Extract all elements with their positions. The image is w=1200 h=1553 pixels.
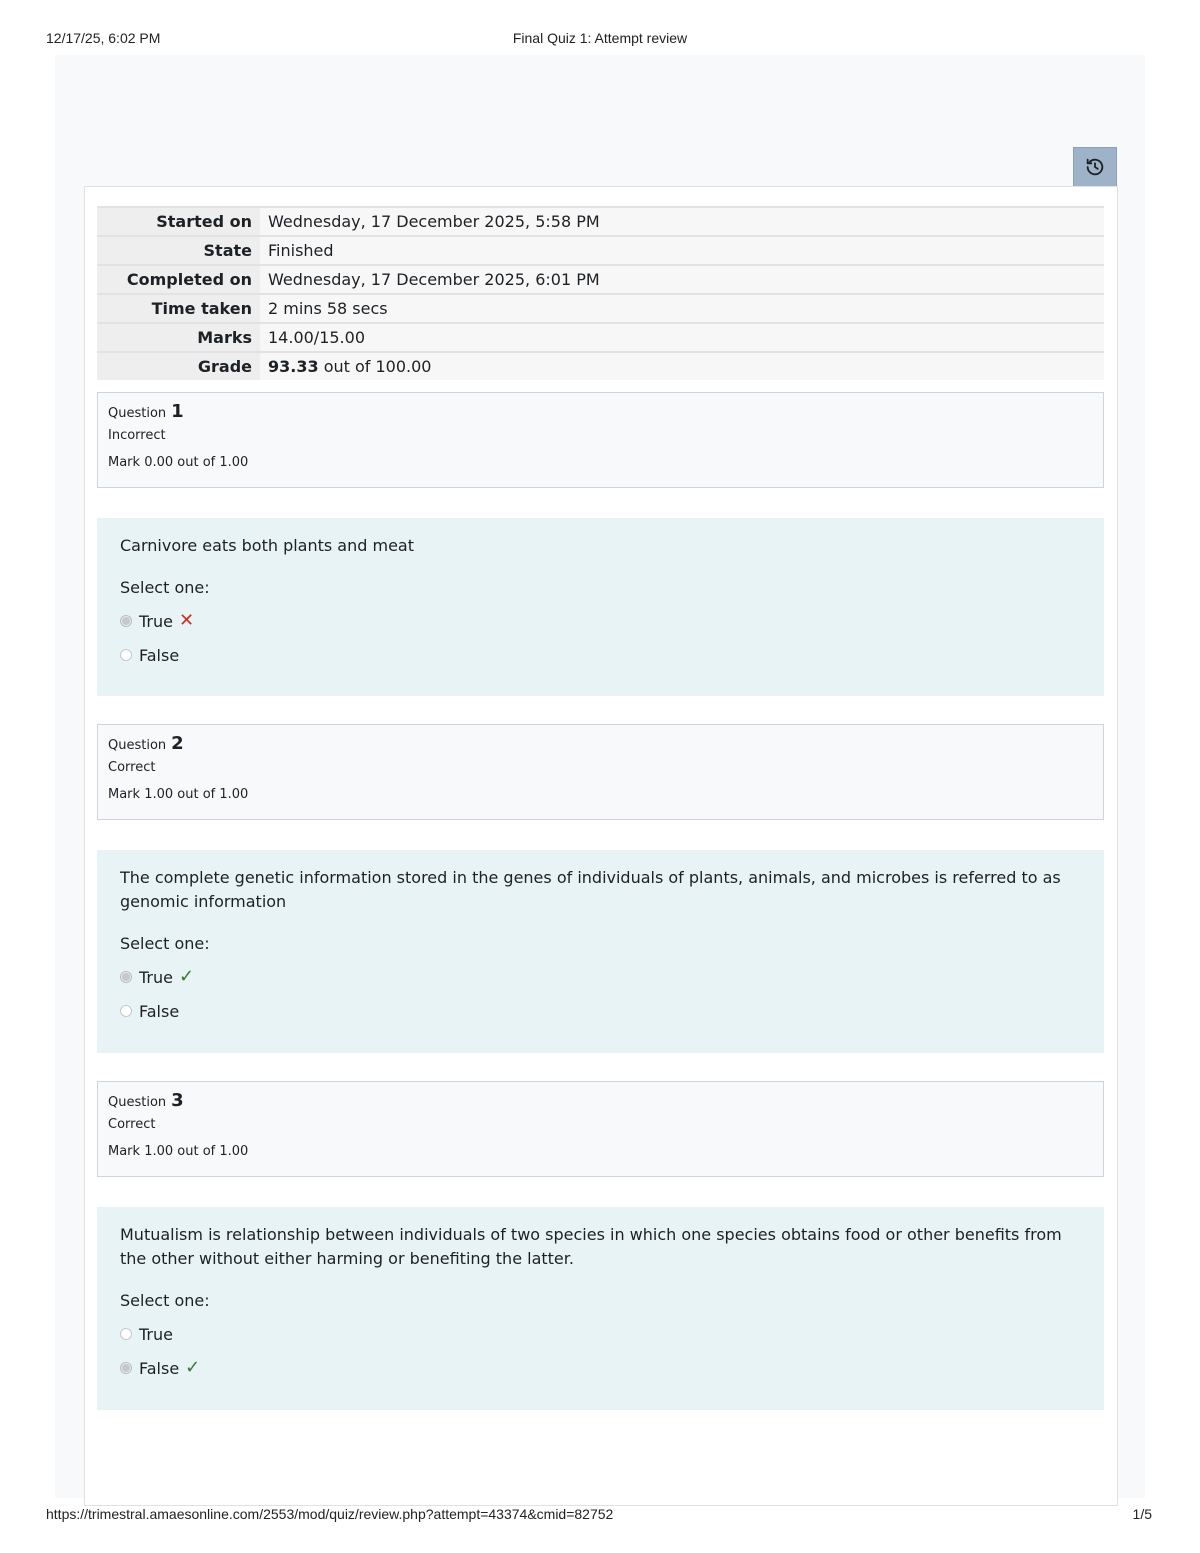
summary-label: Completed on xyxy=(97,265,260,294)
question-info-1 xyxy=(97,392,1104,488)
question-number-value: 2 xyxy=(171,733,184,754)
radio-button-selected[interactable] xyxy=(120,1362,132,1374)
grade-value: 93.33 xyxy=(268,357,319,376)
radio-button[interactable] xyxy=(120,1005,132,1017)
select-one-prompt: Select one: xyxy=(120,934,210,953)
answer-label: False xyxy=(139,645,180,665)
radio-button[interactable] xyxy=(120,1328,132,1340)
question-content-1 xyxy=(97,518,1104,696)
question-text: Mutualism is relationship between individuals of two species in which one species obtains food or other benefits from the other without either harming or benefiting the latter. xyxy=(120,1225,1062,1268)
print-footer xyxy=(0,1506,1200,1526)
answer-option-false[interactable] xyxy=(120,1001,1081,1021)
answer-option-true[interactable] xyxy=(120,967,1081,987)
answer-option-false[interactable] xyxy=(120,645,1081,665)
grade-out-of: out of 100.00 xyxy=(318,357,432,376)
radio-button-selected[interactable] xyxy=(120,615,132,627)
select-one-prompt: Select one: xyxy=(120,578,210,597)
correct-icon: ✓ xyxy=(178,966,195,987)
question-content-2 xyxy=(97,850,1104,1053)
summary-row-state xyxy=(97,236,1104,265)
question-info-3 xyxy=(97,1081,1104,1177)
summary-value: Finished xyxy=(260,236,1104,265)
question-content-3 xyxy=(97,1207,1104,1410)
question-label: Question xyxy=(108,738,167,753)
answer-label: True xyxy=(139,967,173,987)
summary-label: Time taken xyxy=(97,294,260,323)
answer-option-true[interactable] xyxy=(120,1324,1081,1344)
summary-value: Wednesday, 17 December 2025, 6:01 PM xyxy=(260,265,1104,294)
select-one-prompt: Select one: xyxy=(120,1291,210,1310)
history-icon xyxy=(1084,156,1106,178)
summary-value: 14.00/15.00 xyxy=(260,323,1104,352)
print-page-number: 1/5 xyxy=(1132,1506,1152,1522)
answer-label: False xyxy=(139,1001,180,1021)
summary-label: Started on xyxy=(97,207,260,236)
question-number xyxy=(108,401,1093,422)
summary-row-started xyxy=(97,207,1104,236)
question-number-value: 3 xyxy=(171,1090,184,1111)
question-number-value: 1 xyxy=(171,401,184,422)
question-grade: Mark 1.00 out of 1.00 xyxy=(108,787,249,802)
radio-button-selected[interactable] xyxy=(120,971,132,983)
answer-option-true[interactable] xyxy=(120,611,1081,631)
attempt-summary-table xyxy=(97,206,1104,380)
print-url: https://trimestral.amaesonline.com/2553/mod/quiz/review.php?attempt=43374&cmid=82752 xyxy=(46,1506,614,1522)
incorrect-icon: ✕ xyxy=(178,610,195,631)
answer-label: True xyxy=(139,1324,173,1344)
summary-value: 2 mins 58 secs xyxy=(260,294,1104,323)
summary-label: Grade xyxy=(97,352,260,380)
print-datetime: 12/17/25, 6:02 PM xyxy=(46,30,161,46)
summary-label: State xyxy=(97,236,260,265)
summary-row-completed xyxy=(97,265,1104,294)
history-button[interactable] xyxy=(1073,147,1117,187)
question-text: Carnivore eats both plants and meat xyxy=(120,536,414,555)
question-number xyxy=(108,1090,1093,1111)
summary-value: Wednesday, 17 December 2025, 5:58 PM xyxy=(260,207,1104,236)
question-state: Incorrect xyxy=(108,428,166,443)
summary-value xyxy=(260,352,1104,380)
print-header xyxy=(0,30,1200,50)
radio-button[interactable] xyxy=(120,649,132,661)
question-state: Correct xyxy=(108,1117,156,1132)
question-grade: Mark 1.00 out of 1.00 xyxy=(108,1144,249,1159)
summary-row-grade xyxy=(97,352,1104,380)
summary-label: Marks xyxy=(97,323,260,352)
answer-label: False xyxy=(139,1358,180,1378)
question-number xyxy=(108,733,1093,754)
answer-option-false[interactable] xyxy=(120,1358,1081,1378)
print-title: Final Quiz 1: Attempt review xyxy=(512,30,688,46)
question-grade: Mark 0.00 out of 1.00 xyxy=(108,455,249,470)
question-info-2 xyxy=(97,724,1104,820)
question-label: Question xyxy=(108,1095,167,1110)
question-text: The complete genetic information stored in the genes of individuals of plants, animals, and microbes is referred to as genomic information xyxy=(120,868,1061,911)
question-state: Correct xyxy=(108,760,156,775)
answer-label: True xyxy=(139,611,173,631)
summary-row-time-taken xyxy=(97,294,1104,323)
summary-row-marks xyxy=(97,323,1104,352)
correct-icon: ✓ xyxy=(185,1357,201,1378)
question-label: Question xyxy=(108,406,167,421)
